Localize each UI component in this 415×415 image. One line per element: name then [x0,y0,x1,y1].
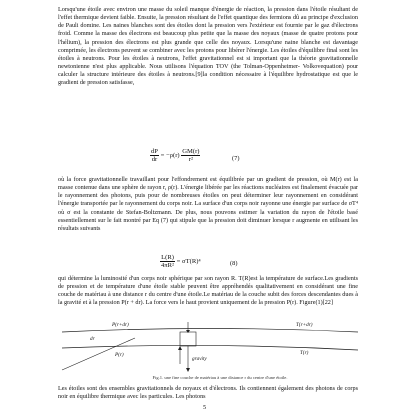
eq7-lhs-denominator: dr [151,156,158,163]
eq7-lhs-fraction [150,148,159,163]
label-gravity: gravity [192,356,207,362]
equation-7 [150,148,200,163]
shell-outer-curve [62,329,358,333]
label-temperature-top: T(r+dr) [296,322,313,328]
label-pressure-top: P(r+dr) [112,322,129,328]
arrow-gravity-head [186,368,190,372]
eq7-number: (7) [232,155,240,162]
radius-line [62,338,135,370]
shell-element-box [180,332,196,346]
paragraph-2 [58,176,358,233]
eq8-lhs-numerator: L(R) [161,254,174,261]
eq8-rhs: = σT(R)⁴ [176,258,201,266]
paragraph-1 [58,6,358,88]
equation-8 [160,254,201,269]
eq7-lhs-numerator: dP [151,148,158,155]
page-number: 5 [203,404,207,411]
eq8-lhs-fraction [160,254,175,269]
thin-shell-figure [60,320,360,375]
paragraph-2-text: où la force gravitationnelle travaillant pour l'effondrement est équilibrée par un gradient de pression, où M(r) est la masse contenue dans une sphère de rayon r, ρ(r). L'énergie libérée par les réactions nucléaires est finalement évacuée par le rayonnement des photons, puis pour de nombreuses étoiles on peut déterminer leur rayonnement en considérant l'énergie transportée par le rayonnement du corps noir. La surface d'un corps noir rayonne une énergie par surface de σT⁴ où σ est la constante de Stefan-Boltzmann. De plus, nous pouvons estimer la variation du rayon de l'étoile basé essentiellement sur le fait montré par Eq (7) qui stipule que la pression doit diminuer lorsque r augmente en utilisant les résultats suivants [58,176,358,232]
label-temperature-bottom: T(r) [300,350,309,356]
arrow-top-head [186,330,190,333]
label-pressure-bottom: P(r) [115,352,124,358]
eq7-rhs-denominator: r² [188,156,193,163]
eq8-lhs-denominator: 4πR² [161,262,175,269]
eq7-rhs-fraction [181,148,200,163]
shell-inner-curve [62,345,358,350]
arrow-bottom-head [178,346,182,350]
eq7-rhs-numerator: GM(r) [182,148,200,155]
paragraph-1-text: Lorsqu'une étoile avec environ une masse du soleil manque d'énergie de réaction, la pression dans l'étoile résultant de l'effet thermique devient faible. Ensuite, la pression résultant de l'effet quantique des fermions dû au principe d'exclusion de Pauli domine. Les naines blanches sont des étoiles dont la pression vers l'extérieur est fournie par le gaz d'électrons froid. Comme la masse des électrons est beaucoup plus petite que la masse des noyaux (masse de quatre protons pour l'hélium), la pression des électrons est plus grande que celle des noyaux. Lorsqu'une naine blanche est davantage comprimée, les électrons peuvent se combiner avec les protons pour libérer l'énergie. Les étoiles d'équilibre final sont les étoiles à neutrons. Pour les étoiles à neutrons, l'effet gravitationnel est si important que la théorie gravitationnelle newtonienne n'est plus applicable. Nous utilisons l'équation TOV (the Tolman-Oppenheimer- Volkovequation) pour calculer la structure intérieure des étoiles à neutrons.[9]la condition nécessaire à l'équilibre hydrostatique est que le gradient de pression satisfasse, [58,6,358,87]
paragraph-3 [58,275,358,308]
figure-caption: Fig.1. une fine couche de matériau à une distance r du centre d'une étoile. [152,375,288,380]
paragraph-3-text: qui détermine la luminosité d'un corps noir sphérique par son rayon R. T(R)est la température de surface.Les gradients de pression et de température d'une étoile stable peuvent être appréhendés qualitativement en considérant une fine couche de matériau à une distance r du centre d'une étoile.Le matériau de la couche subit des forces descendantes dues à la gravité et à la pression P(r + dr). La force vers le haut provient uniquement de la pression P(r). Figure(1)[22] [58,275,358,307]
eq8-number: (8) [230,260,238,267]
paragraph-4 [58,385,358,401]
eq7-middle: = −ρ(r) [160,152,180,160]
label-dr: dr [90,336,95,342]
paragraph-4-text: Les étoiles sont des ensembles gravitationnels de noyaux et d'électrons. Ils contiennent également des photons de corps noir en équilibre thermique avec les particules. Les photons [58,385,358,401]
